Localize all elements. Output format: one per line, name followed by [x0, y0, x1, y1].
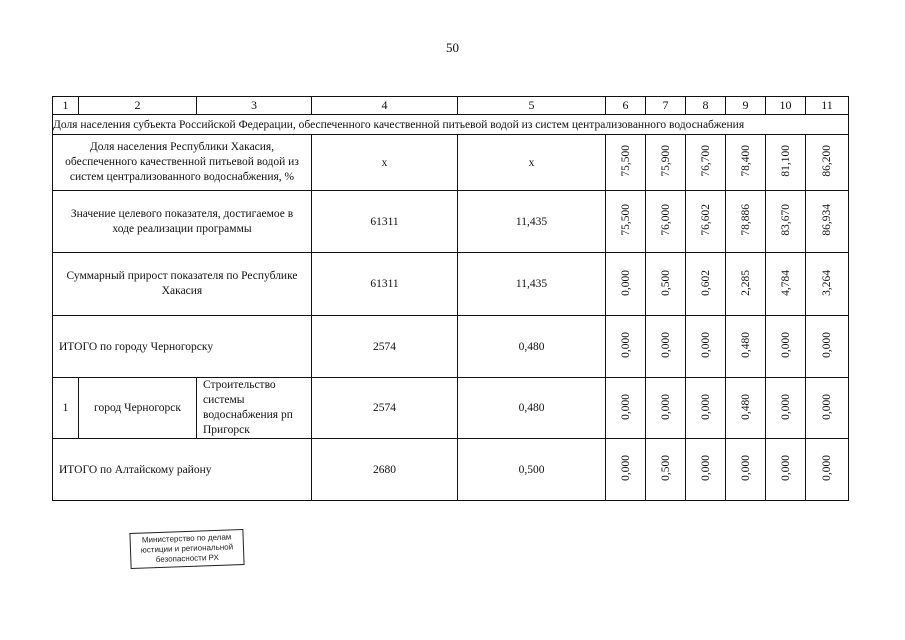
row-label: ИТОГО по Алтайскому району [53, 439, 312, 501]
section-title-row [53, 115, 849, 135]
header-row [53, 97, 849, 115]
table-row [53, 191, 849, 253]
value-cell: 0,000 [619, 455, 632, 481]
header-cell: 2 [79, 97, 197, 115]
municipality-name: город Черногорск [79, 378, 197, 439]
value-cell: 83,670 [779, 204, 792, 236]
value-cell: 2,285 [739, 269, 752, 296]
table-row [53, 316, 849, 378]
cell-col4: 2574 [312, 316, 458, 378]
cell-col5: 0,500 [458, 439, 606, 501]
header-cell: 4 [312, 97, 458, 115]
value-cell: 75,500 [619, 145, 632, 177]
value-cell: 0,000 [699, 332, 712, 358]
value-cell: 0,000 [699, 455, 712, 481]
value-cell: 0,000 [619, 393, 632, 420]
value-cell: 0,000 [659, 332, 672, 358]
table-row [53, 378, 849, 439]
value-cell: 76,602 [699, 204, 712, 236]
header-cell: 9 [726, 97, 766, 115]
table-row [53, 253, 849, 316]
value-cell: 0,602 [699, 269, 712, 296]
value-cell: 75,900 [659, 145, 672, 177]
row-label: Значение целевого показателя, достигаемое в ходе реализации программы [53, 191, 312, 253]
header-cell: 10 [766, 97, 806, 115]
ministry-stamp [129, 529, 244, 569]
value-cell: 0,000 [779, 455, 792, 481]
value-cell: 3,264 [821, 269, 833, 296]
value-cell: 0,000 [821, 393, 833, 420]
value-cell: 86,200 [821, 145, 833, 177]
value-cell: 0,000 [659, 393, 672, 420]
object-name: Строительство системы водоснабжения рп Пригорск [197, 378, 312, 439]
table-row [53, 439, 849, 501]
cell-col5: 11,435 [458, 253, 606, 316]
value-cell: 76,000 [659, 204, 672, 236]
value-cell: 78,886 [739, 204, 752, 236]
cell-col4: 2680 [312, 439, 458, 501]
value-cell: 0,000 [619, 332, 632, 358]
value-cell: 75,500 [619, 204, 632, 236]
value-cell: 0,480 [739, 332, 752, 358]
value-cell: 0,000 [779, 332, 792, 358]
header-cell: 5 [458, 97, 606, 115]
value-cell: 0,480 [739, 393, 752, 420]
stamp-line: юстиции и региональной [140, 542, 234, 555]
header-cell: 7 [646, 97, 686, 115]
table-row [53, 135, 849, 191]
header-cell: 11 [806, 97, 849, 115]
value-cell: 0,000 [821, 332, 833, 358]
value-cell: 0,000 [699, 393, 712, 420]
value-cell: 81,100 [779, 145, 792, 177]
value-cell: 0,500 [659, 455, 672, 481]
value-cell: 0,000 [821, 455, 833, 481]
header-cell: 8 [686, 97, 726, 115]
cell-col5: х [458, 135, 606, 191]
value-cell: 76,700 [699, 145, 712, 177]
row-label: Доля населения Республики Хакасия, обеспеченного качественной питьевой водой из систем централизованного водоснабжения, % [53, 135, 312, 191]
value-cell: 0,000 [739, 455, 752, 481]
value-cell: 0,500 [659, 269, 672, 296]
row-number: 1 [53, 378, 79, 439]
value-cell: 78,400 [739, 145, 752, 177]
value-cell: 0,000 [779, 393, 792, 420]
cell-col5: 0,480 [458, 378, 606, 439]
cell-col5: 11,435 [458, 191, 606, 253]
section-title: Доля населения субъекта Российской Федерации, обеспеченного качественной питьевой водой из систем централизованного водоснабжения [53, 115, 849, 135]
cell-col4: 61311 [312, 253, 458, 316]
header-cell: 1 [53, 97, 79, 115]
row-label: ИТОГО по городу Черногорску [53, 316, 312, 378]
header-cell: 3 [197, 97, 312, 115]
stamp-line: Министерство по делам [141, 532, 232, 545]
cell-col4: х [312, 135, 458, 191]
row-label: Суммарный прирост показателя по Республике Хакасия [53, 253, 312, 316]
header-cell: 6 [606, 97, 646, 115]
value-cell: 0,000 [619, 269, 632, 296]
page-number: 50 [446, 40, 459, 55]
data-table [52, 96, 849, 501]
value-cell: 4,784 [779, 269, 792, 296]
value-cell: 86,934 [821, 204, 833, 236]
cell-col4: 61311 [312, 191, 458, 253]
cell-col5: 0,480 [458, 316, 606, 378]
cell-col4: 2574 [312, 378, 458, 439]
stamp-line: безопасности РХ [155, 552, 220, 565]
